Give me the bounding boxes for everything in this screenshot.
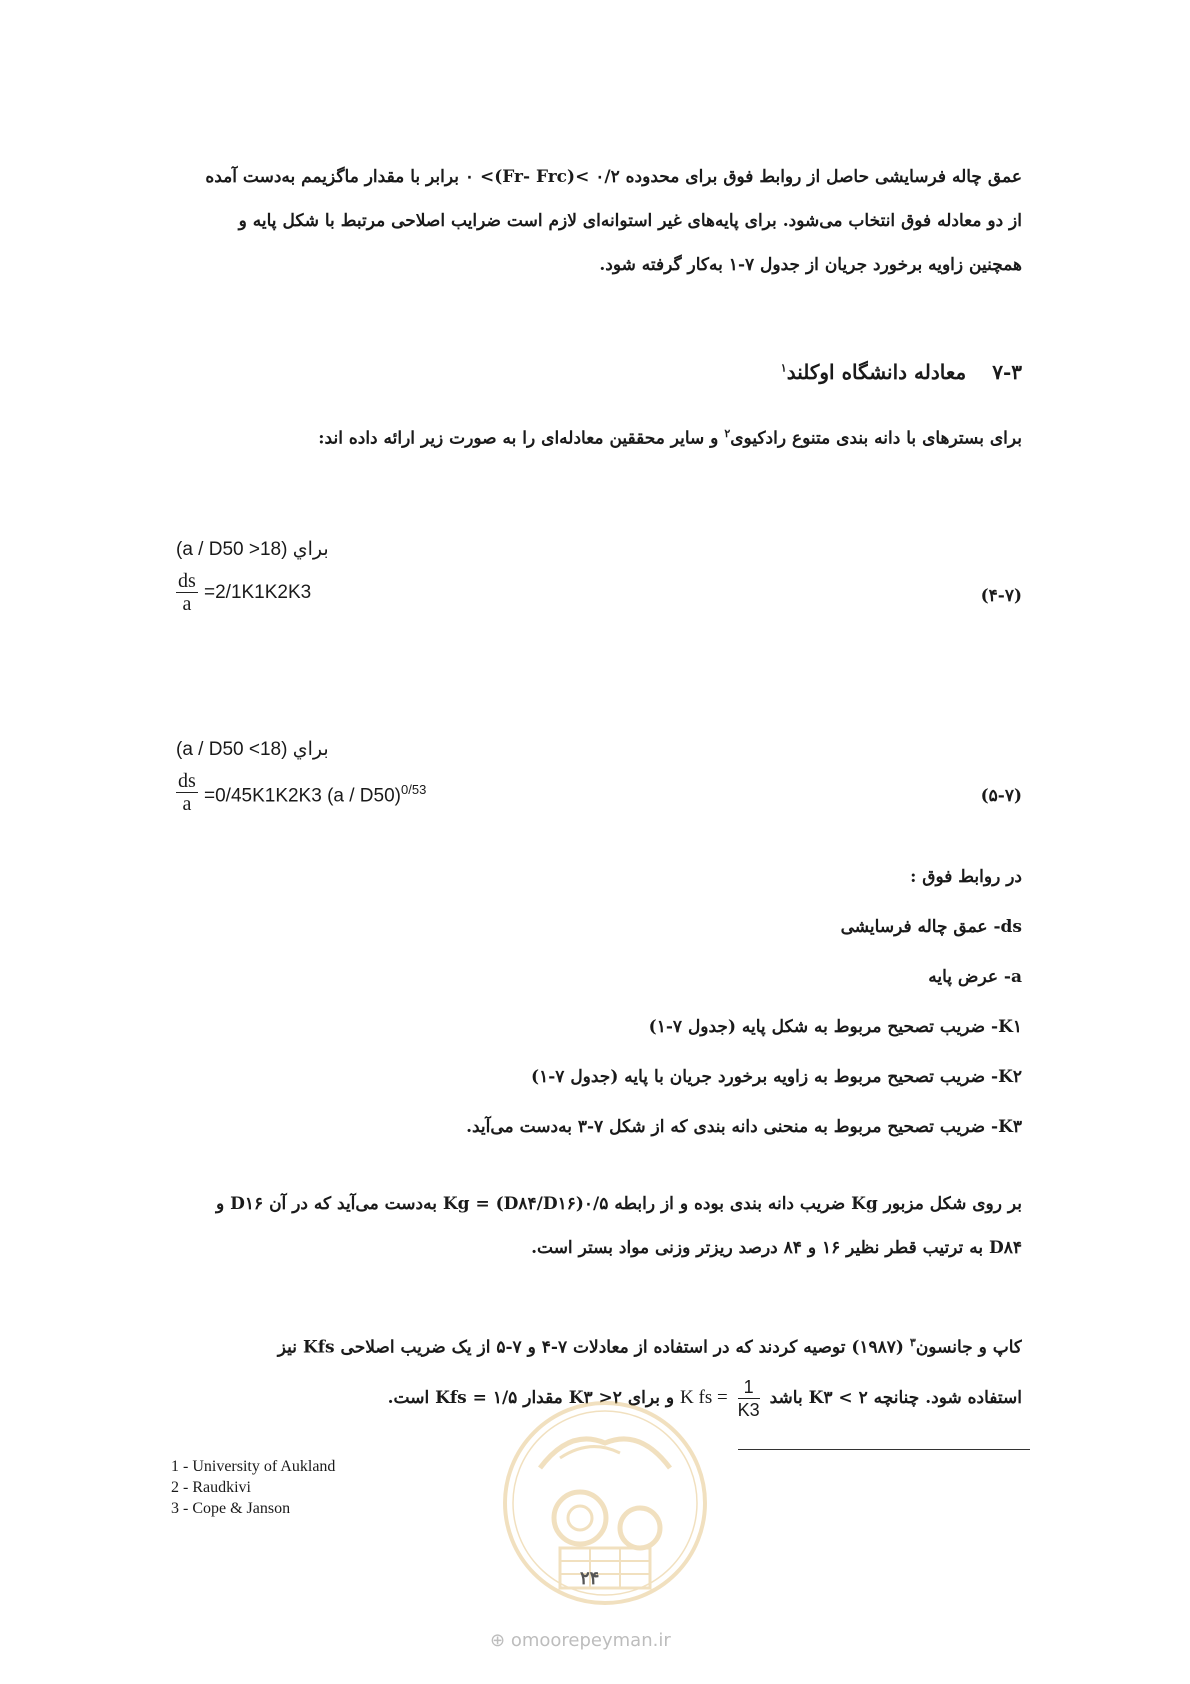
lead-text-after: و سایر محققین معادله‌ای را به صورت زیر ارائه داده اند:	[318, 428, 719, 449]
seal-logo-icon	[500, 1398, 710, 1608]
footnote-1: 1 - University of Aukland	[171, 1458, 336, 1475]
watermark-globe-icon: ⊕	[490, 1630, 506, 1651]
equation-2-fraction	[176, 770, 198, 815]
intro-paragraph	[162, 155, 1022, 287]
equation-1-fraction	[176, 570, 198, 615]
definition-k2: K۲- ضریب تصحیح مربوط به زاویه برخورد جریان با پایه (جدول ۷-۱)	[531, 1067, 1022, 1087]
definitions-list	[322, 852, 1022, 1152]
definition-k1: K۱- ضریب تصحیح مربوط به شکل پایه (جدول ۷-۱)	[648, 1017, 1022, 1037]
equation-2-exponent: 0/53	[401, 782, 427, 797]
equation-2-condition: (a / D50 <18) براي	[176, 739, 329, 760]
definition-ds: ds- عمق چاله فرسایشی	[840, 917, 1022, 937]
equation-1-numerator: ds	[178, 570, 196, 592]
kfs-fraction-numerator: 1	[738, 1376, 760, 1399]
footnote-mark-3: ۳	[909, 1336, 916, 1349]
kfs-lhs: K fs =	[680, 1386, 728, 1408]
watermark-text: omoorepeyman.ir	[510, 1630, 671, 1651]
intro-line-1: عمق چاله فرسایشی حاصل از روابط فوق برای محدوده ۰/۲ >(Fr- Frc)> ۰ برابر با مقدار ماگزیمم به‌دست آمده	[205, 167, 1022, 187]
equation-2-denominator: a	[182, 793, 192, 815]
lead-paragraph	[162, 412, 1022, 461]
equation-1-rhs: =2/1K1K2K3	[204, 582, 312, 603]
equation-2-number: (۵-۷)	[980, 786, 1022, 806]
equation-1-condition: (a / D50 >18) براي	[176, 539, 329, 560]
definition-k3: K۳- ضریب تصحیح مربوط به منحنی دانه بندی که از شکل ۷-۳ به‌دست می‌آید.	[466, 1117, 1022, 1137]
kg-paragraph	[162, 1182, 1022, 1270]
equation-2-rhs-main: =0/45K1K2K3 (a / D50)	[204, 785, 401, 807]
kfs-fraction-denominator: K3	[737, 1399, 760, 1420]
section-title: معادله دانشگاه اوکلند	[786, 360, 967, 384]
footnote-mark-1: ۱	[780, 361, 787, 375]
kg-line-2: D۸۴ به ترتیب قطر نظیر ۱۶ و ۸۴ درصد ریزتر وزنی مواد بستر است.	[531, 1238, 1022, 1258]
intro-line-3: همچنین زاویه برخورد جریان از جدول ۷-۱ به‌کار گرفته شود.	[599, 255, 1022, 275]
definitions-heading: در روابط فوق :	[910, 867, 1022, 887]
equation-2-numerator: ds	[178, 770, 196, 792]
cope-line-1-after: (۱۹۸۷) توصیه کردند که در استفاده از معادلات ۷-۴ و ۷-۵ از یک ضریب اصلاحی Kfs نیز	[277, 1337, 904, 1358]
cope-line-1-before: کاپ و جانسون	[915, 1337, 1022, 1358]
intro-line-2: از دو معادله فوق انتخاب می‌شود. برای پایه‌های غیر استوانه‌ای لازم است ضرایب اصلاحی مرتبط با شکل پایه و	[238, 211, 1022, 231]
definition-a: a- عرض پایه	[928, 967, 1022, 987]
section-number: ۷-۳	[992, 360, 1022, 384]
lead-text-before: برای بسترهای با دانه بندی متنوع رادکیوی	[730, 428, 1022, 449]
kfs-fraction	[738, 1376, 760, 1421]
site-watermark	[490, 1630, 671, 1651]
footnote-2: 2 - Raudkivi	[171, 1479, 251, 1496]
footnotes	[171, 1456, 335, 1519]
equation-1-number: (۴-۷)	[980, 586, 1022, 606]
section-heading	[781, 360, 1022, 384]
footnote-3: 3 - Cope & Janson	[171, 1500, 291, 1517]
cope-line-2-b: و برای ۲< K۳ مقدار Kfs = ۱/۵ است.	[387, 1387, 675, 1408]
equation-2-rhs	[204, 782, 426, 807]
kg-line-1: بر روی شکل مزبور Kg ضریب دانه بندی بوده و از رابطه Kg = (D۸۴/D۱۶)۰/۵ به‌دست می‌آید که در آن D۱۶ و	[216, 1194, 1022, 1214]
footnote-separator	[738, 1449, 1030, 1450]
cope-line-2-a: استفاده شود. چنانچه ۲ > K۳ باشد	[769, 1387, 1022, 1408]
footnote-mark-2: ۲	[724, 427, 731, 440]
page-number: ۲۴	[580, 1568, 600, 1589]
equation-1-denominator: a	[182, 593, 192, 615]
